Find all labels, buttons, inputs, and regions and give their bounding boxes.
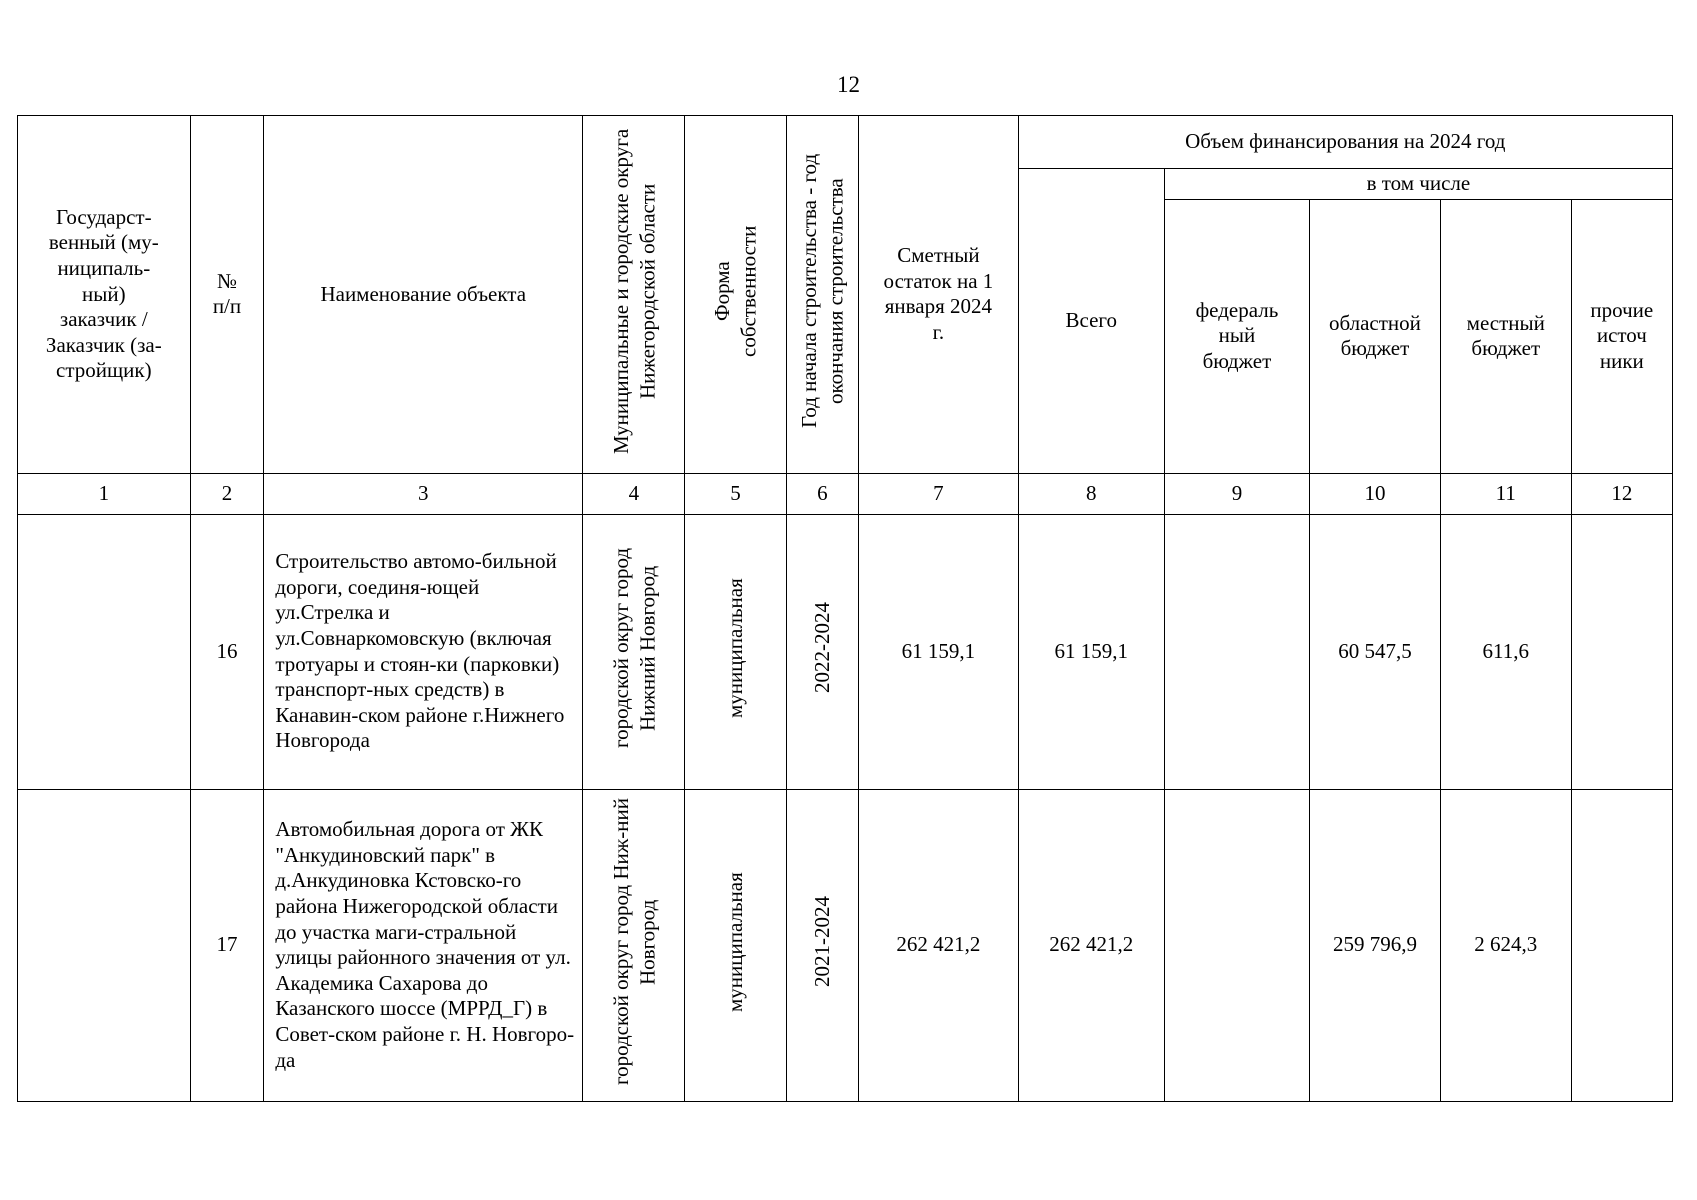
- row-years: 2021-2024: [786, 789, 859, 1101]
- header-funding-volume: Объем финансирования на 2024 год: [1018, 116, 1672, 169]
- header-row-1: [18, 116, 1673, 169]
- header-other: прочие источ ники: [1571, 199, 1672, 473]
- row-regional: 60 547,5: [1310, 514, 1441, 789]
- table-row: [18, 514, 1673, 789]
- row-object-name: Строительство автомо-бильной дороги, соединя-ющей ул.Стрелка и ул.Совнаркомовскую (включая тротуары и стоян-ки (парковки) транспорт-ных средств) в Канавин-ском районе г.Нижнего Новгорода: [264, 514, 583, 789]
- row-federal: [1164, 789, 1309, 1101]
- row-total: 262 421,2: [1018, 789, 1164, 1101]
- header-including: в том числе: [1164, 169, 1672, 200]
- row-customer: [18, 514, 191, 789]
- row-estimated-balance: 262 421,2: [859, 789, 1018, 1101]
- header-districts: Муниципальные и городские округа Нижегородской области: [583, 116, 685, 474]
- page-number: 12: [837, 72, 860, 97]
- column-numbers-row: [18, 473, 1673, 514]
- row-regional: 259 796,9: [1310, 789, 1441, 1101]
- row-years: 2022-2024: [786, 514, 859, 789]
- row-local: 2 624,3: [1440, 789, 1571, 1101]
- row-customer: [18, 789, 191, 1101]
- column-number: 7: [859, 473, 1018, 514]
- column-number: 11: [1440, 473, 1571, 514]
- row-other: [1571, 789, 1672, 1101]
- row-district: городской округ город Нижний Новгород: [583, 514, 685, 789]
- header-object-name: Наименование объекта: [264, 116, 583, 474]
- row-ownership: муниципальная: [685, 789, 786, 1101]
- funding-table: [17, 115, 1673, 1102]
- header-ownership: Форма собственности: [685, 116, 786, 474]
- header-federal: федераль ный бюджет: [1164, 199, 1309, 473]
- row-estimated-balance: 61 159,1: [859, 514, 1018, 789]
- column-number: 9: [1164, 473, 1309, 514]
- row-district: городской округ город Ниж-ний Новгород: [583, 789, 685, 1101]
- column-number: 4: [583, 473, 685, 514]
- row-local: 611,6: [1440, 514, 1571, 789]
- row-object-name: Автомобильная дорога от ЖК "Анкудиновский парк" в д.Анкудиновка Кстовско-го района Нижегородской области до участка маги-стральной улицы районного значения от ул. Академика Сахарова до Казанского шоссе (МРРД_Г) в Совет-ском районе г. Н. Новгоро-да: [264, 789, 583, 1101]
- table-row: [18, 789, 1673, 1101]
- row-ownership: муниципальная: [685, 514, 786, 789]
- column-number: 5: [685, 473, 786, 514]
- header-estimated-balance: Сметный остаток на 1 января 2024 г.: [859, 116, 1018, 474]
- row-total: 61 159,1: [1018, 514, 1164, 789]
- column-number: 10: [1310, 473, 1441, 514]
- column-number: 8: [1018, 473, 1164, 514]
- row-number: 16: [190, 514, 264, 789]
- header-number: № п/п: [190, 116, 264, 474]
- header-years: Год начала строительства - год окончания строительства: [786, 116, 859, 474]
- header-customer: Государст- венный (му-ниципаль-ный) заказчик / Заказчик (за-стройщик): [18, 116, 191, 474]
- header-total: Всего: [1018, 169, 1164, 474]
- header-regional: областной бюджет: [1310, 199, 1441, 473]
- column-number: 6: [786, 473, 859, 514]
- column-number: 2: [190, 473, 264, 514]
- header-local: местный бюджет: [1440, 199, 1571, 473]
- column-number: 1: [18, 473, 191, 514]
- row-other: [1571, 514, 1672, 789]
- row-number: 17: [190, 789, 264, 1101]
- column-number: 3: [264, 473, 583, 514]
- column-number: 12: [1571, 473, 1672, 514]
- row-federal: [1164, 514, 1309, 789]
